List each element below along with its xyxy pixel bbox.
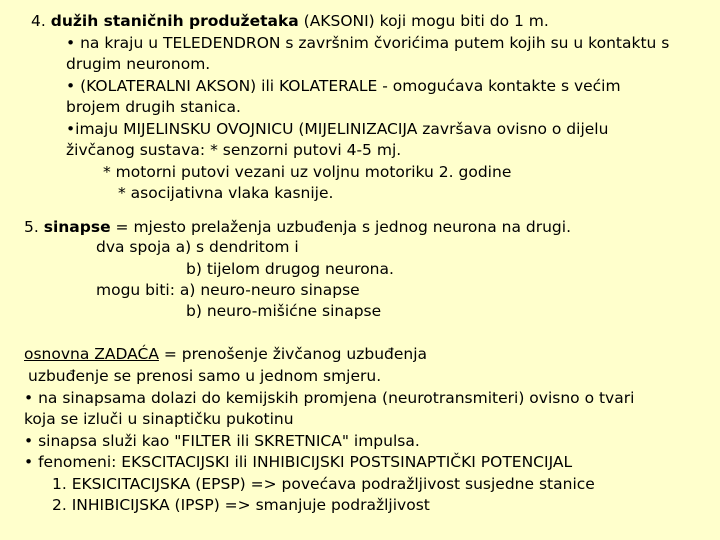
section-5-line-3: b) tijelom drugog neurona. xyxy=(186,260,394,278)
axon-bullet-2-line-2: brojem drugih stanica. xyxy=(66,98,241,116)
task-line-2: uzbuđenje se prenosi samo u jednom smjeru. xyxy=(28,367,382,385)
section-5-term: sinapse xyxy=(43,218,111,236)
axon-bullet-3-line-1: •imaju MIJELINSKU OVOJNICU (MIJELINIZACIJA završava ovisno o dijelu xyxy=(66,120,609,138)
section-5-definition: = mjesto prelaženja uzbuđenja s jednog neurona na drugi. xyxy=(110,218,572,236)
axon-bullet-2-line-1: • (KOLATERALNI AKSON) ili KOLATERALE - omogućava kontakte s većim xyxy=(66,77,621,95)
section-4-term: dužih staničnih produžetaka xyxy=(50,12,299,30)
axon-bullet-3-line-4: * asocijativna vlaka kasnije. xyxy=(118,184,334,202)
axon-bullet-1-line-2: drugim neuronom. xyxy=(66,55,211,73)
task-line-7: 1. EKSICITACIJSKA (EPSP) => povećava podražljivost susjedne stanice xyxy=(52,475,595,493)
section-5-heading xyxy=(24,218,571,237)
section-4-rest: (AKSONI) koji mogu biti do 1 m. xyxy=(298,12,549,30)
task-line-4: koja se izluči u sinaptičku pukotinu xyxy=(24,410,294,428)
task-line-6: • fenomeni: EKSCITACIJSKI ili INHIBICIJSKI POSTSINAPTIČKI POTENCIJAL xyxy=(24,453,573,471)
task-heading xyxy=(24,345,427,364)
section-5-number: 5. xyxy=(24,218,39,236)
section-4-number: 4. xyxy=(31,12,46,30)
task-label: osnovna ZADAĆA xyxy=(24,345,159,363)
task-definition: = prenošenje živčanog uzbuđenja xyxy=(158,345,428,363)
section-5-line-2: dva spoja a) s dendritom i xyxy=(96,238,299,256)
section-4-heading xyxy=(31,12,549,31)
task-line-3: • na sinapsama dolazi do kemijskih promjena (neurotransmiteri) ovisno o tvari xyxy=(24,389,635,407)
section-5-line-4: mogu biti: a) neuro-neuro sinapse xyxy=(96,281,360,299)
task-line-8: 2. INHIBICIJSKA (IPSP) => smanjuje podražljivost xyxy=(52,496,430,514)
axon-bullet-3-line-3: * motorni putovi vezani uz voljnu motoriku 2. godine xyxy=(103,163,512,181)
task-line-5: • sinapsa služi kao "FILTER ili SKRETNICA" impulsa. xyxy=(24,432,420,450)
axon-bullet-1-line-1: • na kraju u TELEDENDRON s završnim čvorićima putem kojih su u kontaktu s xyxy=(66,34,670,52)
section-5-line-5: b) neuro-mišićne sinapse xyxy=(186,302,382,320)
axon-bullet-3-line-2: živčanog sustava: * senzorni putovi 4-5 mj. xyxy=(66,141,402,159)
